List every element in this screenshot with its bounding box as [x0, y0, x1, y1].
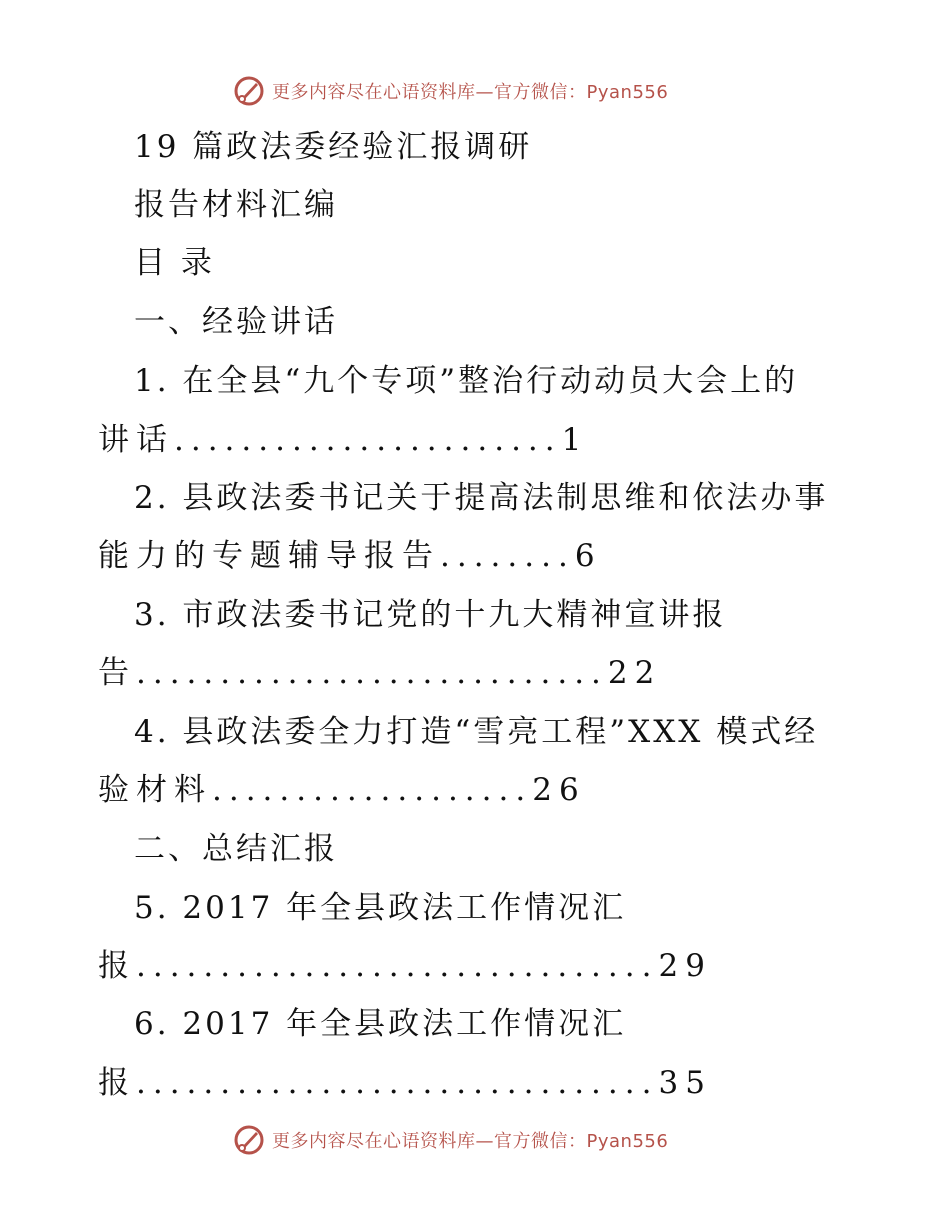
toc-item-3-line1: 3. 市政法委书记党的十九大精神宣讲报	[134, 597, 727, 633]
toc-item-5-line2: 报...............................29	[98, 948, 712, 984]
toc-heading: 目 录	[134, 245, 215, 281]
toc-item-2-line2: 能力的专题辅导报告........6	[98, 538, 602, 574]
toc-item-3-line2: 告............................22	[98, 655, 662, 691]
toc-item-2-line1: 2. 县政法委书记关于提高法制思维和依法办事	[134, 480, 829, 516]
section-heading-1: 一、经验讲话	[134, 304, 338, 340]
quill-logo-icon	[232, 74, 266, 108]
doc-title-line2: 报告材料汇编	[134, 187, 338, 223]
toc-item-1-line1: 1. 在全县“九个专项”整治行动动员大会上的	[134, 363, 799, 399]
toc-item-5-line1: 5. 2017 年全县政法工作情况汇	[134, 890, 627, 926]
toc-item-6-line2: 报...............................35	[98, 1065, 712, 1101]
toc-item-1-line2: 讲话.......................1	[98, 422, 589, 458]
toc-item-4-line1: 4. 县政法委全力打造“雪亮工程”XXX 模式经	[134, 714, 819, 750]
doc-title-line1: 19 篇政法委经验汇报调研	[134, 129, 533, 165]
watermark-text: 更多内容尽在心语资料库—官方微信：Pyan556	[272, 82, 669, 103]
watermark-text: 更多内容尽在心语资料库—官方微信：Pyan556	[272, 1131, 669, 1152]
toc-item-4-line2: 验材料...................26	[98, 772, 586, 808]
quill-logo-icon	[232, 1123, 266, 1157]
watermark-footer	[232, 1122, 668, 1158]
watermark-header	[232, 73, 668, 109]
section-heading-2: 二、总结汇报	[134, 831, 338, 867]
toc-item-6-line1: 6. 2017 年全县政法工作情况汇	[134, 1006, 627, 1042]
